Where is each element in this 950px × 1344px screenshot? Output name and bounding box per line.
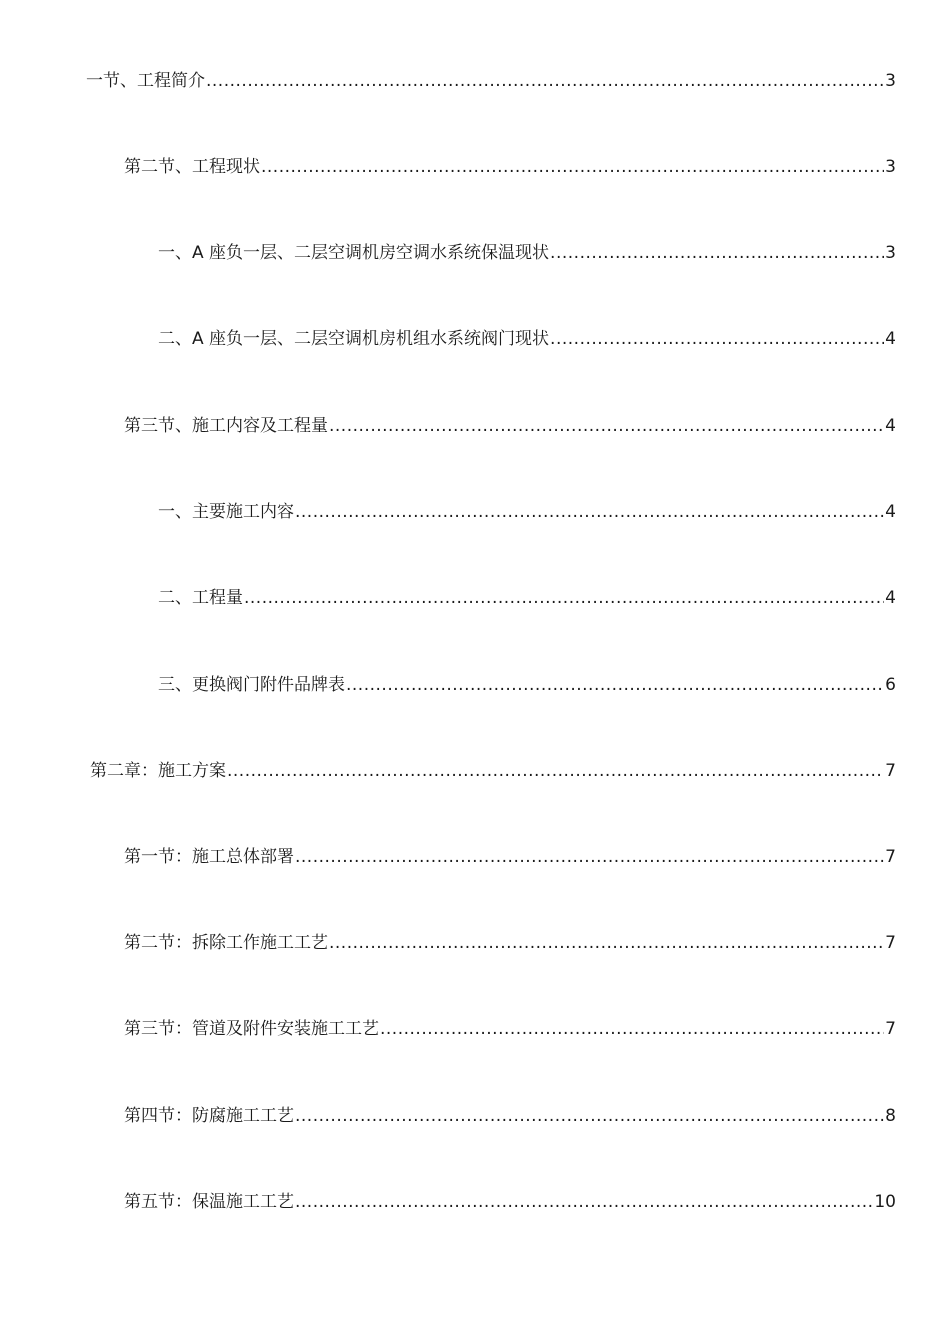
toc-dot-leader	[295, 1104, 884, 1128]
toc-entry[interactable]	[86, 69, 896, 93]
toc-entry[interactable]	[124, 414, 896, 438]
toc-page-number: 6	[885, 675, 896, 695]
toc-page-number: 8	[885, 1106, 896, 1126]
toc-dot-leader	[227, 759, 884, 783]
toc-page-number: 7	[885, 761, 896, 781]
toc-dot-leader	[244, 586, 884, 610]
toc-page-number: 7	[885, 933, 896, 953]
toc-page-number: 7	[885, 1019, 896, 1039]
toc-entry-title: 二、A 座负一层、二层空调机房机组水系统阀门现状	[158, 329, 550, 349]
toc-dot-leader	[329, 414, 884, 438]
toc-entry-title: 第三节、施工内容及工程量	[124, 416, 328, 436]
toc-page-number: 4	[885, 588, 896, 608]
toc-entry-title: 第五节：保温施工工艺	[124, 1192, 294, 1212]
toc-entry[interactable]	[158, 673, 896, 697]
toc-entry-title: 二、工程量	[158, 588, 243, 608]
toc-dot-leader	[346, 673, 884, 697]
toc-entry[interactable]	[124, 931, 896, 955]
toc-entry-title: 一、主要施工内容	[158, 502, 294, 522]
toc-entry-title: 一、A 座负一层、二层空调机房空调水系统保温现状	[158, 243, 550, 263]
toc-page-number: 7	[885, 847, 896, 867]
toc-dot-leader	[261, 155, 884, 179]
toc-entry-title: 三、更换阀门附件品牌表	[158, 675, 345, 695]
toc-entry-title: 第三节：管道及附件安装施工工艺	[124, 1019, 379, 1039]
toc-page-number: 10	[874, 1192, 896, 1212]
toc-entry-title: 第二章：施工方案	[90, 761, 226, 781]
toc-page-number: 3	[885, 243, 896, 263]
toc-dot-leader	[329, 931, 884, 955]
toc-entry[interactable]	[158, 500, 896, 524]
toc-entry-title: 第二节、工程现状	[124, 157, 260, 177]
toc-dot-leader	[206, 69, 884, 93]
toc-entry-title: 第一节：施工总体部署	[124, 847, 294, 867]
toc-entry[interactable]	[158, 241, 896, 265]
toc-entry[interactable]	[124, 845, 896, 869]
toc-entry[interactable]	[124, 155, 896, 179]
toc-dot-leader	[295, 1190, 873, 1214]
toc-dot-leader	[550, 241, 884, 265]
toc-entry[interactable]	[158, 327, 896, 351]
toc-entry[interactable]	[124, 1017, 896, 1041]
toc-page-number: 3	[885, 157, 896, 177]
toc-page-number: 4	[885, 329, 896, 349]
toc-entry-title: 一节、工程简介	[86, 71, 205, 91]
toc-entry[interactable]	[124, 1190, 896, 1214]
toc-entry[interactable]	[158, 586, 896, 610]
toc-entry-title: 第二节：拆除工作施工工艺	[124, 933, 328, 953]
toc-entry[interactable]	[124, 1104, 896, 1128]
toc-dot-leader	[380, 1017, 884, 1041]
toc-page-number: 4	[885, 416, 896, 436]
toc-entry-title: 第四节：防腐施工工艺	[124, 1106, 294, 1126]
toc-entry[interactable]	[90, 759, 896, 783]
toc-page-number: 4	[885, 502, 896, 522]
toc-dot-leader	[295, 500, 884, 524]
toc-dot-leader	[550, 327, 884, 351]
toc-page-number: 3	[885, 71, 896, 91]
toc-dot-leader	[295, 845, 884, 869]
